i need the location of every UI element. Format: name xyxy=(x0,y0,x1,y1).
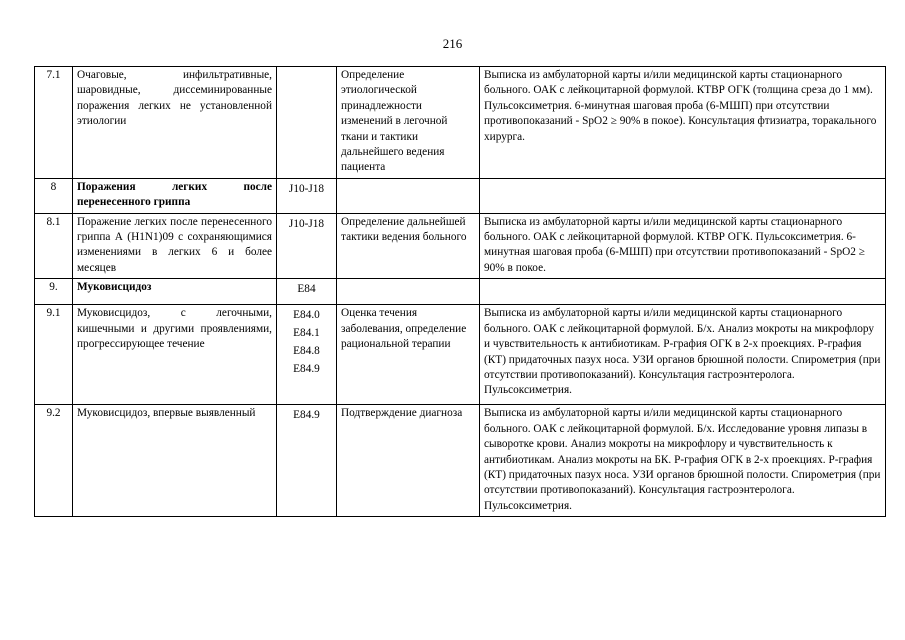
group-name: Муковисцидоз xyxy=(73,279,277,305)
icd-code: J10-J18 xyxy=(288,182,325,195)
referral-table xyxy=(34,66,886,517)
page-number: 216 xyxy=(442,36,463,51)
diagnosis-name: Поражение легких после перенесенного гриппа А (H1N1)09 с сохраняющимися изменениями в легких 6 и более месяцев xyxy=(73,213,277,279)
diagnosis-name: Муковисцидоз, с легочными, кишечными и другими проявлениями, прогрессирующее течение xyxy=(73,305,277,405)
table-row xyxy=(35,405,886,517)
required-examinations: Выписка из амбулаторной карты и/или медицинской карты стационарного больного. ОАК с лейкоцитарной формулой. Б/х. Анализ мокроты на микрофлору и чувствительность к антибиотикам. Р-графия ОГК в 2-х проекциях. Р-графия (КТ) придаточных пазух носа. УЗИ органов брюшной полости. Спирометрия (при отсутствии противопоказаний). Консультация гастроэнтеролога. Пульсоксиметрия. xyxy=(480,305,886,405)
referral-purpose: Определение дальнейшей тактики ведения больного xyxy=(337,213,480,279)
table-row xyxy=(35,213,886,279)
table-row xyxy=(35,67,886,179)
icd-code-cell xyxy=(277,305,337,405)
diagnosis-name: Муковисцидоз, впервые выявленный xyxy=(73,405,277,517)
table-row xyxy=(35,279,886,305)
icd-code: E84 xyxy=(297,283,316,296)
referral-purpose xyxy=(337,279,480,305)
icd-code-cell xyxy=(277,279,337,305)
required-examinations: Выписка из амбулаторной карты и/или медицинской карты стационарного больного. ОАК с лейкоцитарной формулой. КТВР ОГК (толщина среза до 1 мм). Пульсоксиметрия. 6-минутная шаговая проба (6-МШП) при отсутствии противопоказаний - SpO2 ≥ 90% в покое). Консультация фтизиатра, торакального хирурга. xyxy=(480,67,886,179)
icd-code-cell xyxy=(277,405,337,517)
row-number: 8 xyxy=(35,178,73,213)
icd-code: E84.9 xyxy=(293,363,320,376)
icd-code-cell xyxy=(277,213,337,279)
referral-purpose xyxy=(337,178,480,213)
row-number: 9.1 xyxy=(35,305,73,405)
required-examinations xyxy=(480,178,886,213)
row-number: 9. xyxy=(35,279,73,305)
icd-code: E84.8 xyxy=(293,345,320,358)
icd-code: E84.9 xyxy=(293,409,320,422)
required-examinations: Выписка из амбулаторной карты и/или медицинской карты стационарного больного. ОАК с лейкоцитарной формулой. КТВР ОГК. Пульсоксиметрия. 6-минутная шаговая проба (6-МШП) при отсутствии противопоказаний - SpO2 ≥ 90% в покое. xyxy=(480,213,886,279)
icd-code: J10-J18 xyxy=(288,217,325,230)
table-row xyxy=(35,305,886,405)
icd-code: E84.0 xyxy=(293,309,320,322)
required-examinations xyxy=(480,279,886,305)
referral-purpose: Оценка течения заболевания, определение рациональной терапии xyxy=(337,305,480,405)
referral-purpose: Подтверждение диагноза xyxy=(337,405,480,517)
required-examinations: Выписка из амбулаторной карты и/или медицинской карты стационарного больного. ОАК с лейкоцитарной формулой. Б/х. Исследование уровня липазы в сыворотке крови. Анализ мокроты на микрофлору и чувствительность к антибиотикам. Анализ мокроты на БК. Р-графия ОГК в 2-х проекциях. Р-графия (КТ) придаточных пазух носа. УЗИ органов брюшной полости. Спирометрия (при отсутствии противопоказаний). Консультация гастроэнтеролога. Пульсоксиметрия. xyxy=(480,405,886,517)
icd-code: E84.1 xyxy=(293,327,320,340)
row-number: 7.1 xyxy=(35,67,73,179)
diagnosis-name: Очаговые, инфильтративные, шаровидные, диссеминированные поражения легких не установленной этиологии xyxy=(73,67,277,179)
referral-purpose: Определение этиологической принадлежности изменений в легочной ткани и тактики дальнейшего ведения пациента xyxy=(337,67,480,179)
group-name: Поражения легких после перенесенного гриппа xyxy=(73,178,277,213)
table-row xyxy=(35,178,886,213)
icd-code-cell xyxy=(277,67,337,179)
row-number: 9.2 xyxy=(35,405,73,517)
row-number: 8.1 xyxy=(35,213,73,279)
icd-code-cell xyxy=(277,178,337,213)
